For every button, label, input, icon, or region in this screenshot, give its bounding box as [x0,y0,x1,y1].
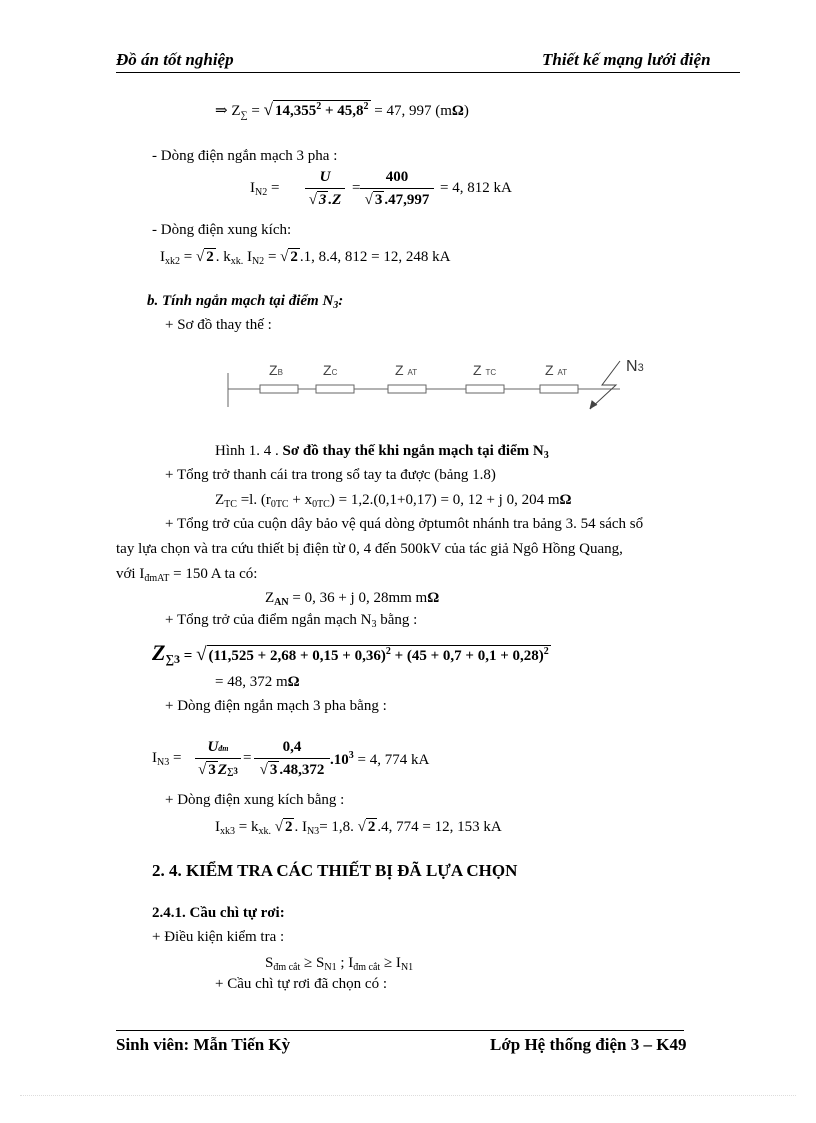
diagram-label-ztc: Z TC [473,362,497,378]
footer-rule [116,1030,684,1031]
paragraph-equivalent-diagram: + Sơ đồ thay thế : [165,317,272,333]
diagram-label-zc: ZC [323,362,338,378]
section-2-4-1-heading: 2.4.1. Cầu chì tự rơi: [152,905,285,921]
diagram-label-zat1: Z AT [395,362,418,378]
section-2-4-heading: 2. 4. KIỂM TRA CÁC THIẾT BỊ ĐÃ LỰA CHỌN [152,861,518,880]
equation-check-condition: $S_{đm cắt} \ge S_{N1}$ ; $I_{đm cắt} \ge I_{N1}$ [265,955,414,973]
equation-in2-fraction-2: 400 √ 3 .47,997 [360,169,434,209]
paragraph-coil-impedance-line-1: + Tổng trở của cuộn dây bảo vệ quá dòng ởptumôt nhánh tra bảng 3. 54 sách sổ [165,516,644,532]
footer-right: Lớp Hệ thống điện 3 – K49 [490,1035,687,1054]
equation-in2-result: = 4, 812 kA [440,180,512,196]
equation-ixk3: $I_{xk3} = k_{xk.}$ √ 2 . $I_{N3}= 1,8$. √ 2 .4, 774 = 12, 153 kA [215,819,502,837]
equation-ztc: $Z_{TC} =l$. $(r_{0TC} + x_{0TC}) = 1,2.(0,1+0,17) = 0$, 12 + j 0, 204 mΩ [215,492,572,510]
paragraph-check-condition: + Điều kiện kiểm tra : [152,929,285,945]
equation-in3-fraction-1: Uđm √ 3 Z∑3 [195,739,241,779]
figure-caption: Hình 1. 4 . Sơ đồ thay thế khi ngắn mạch tại điểm $N_3$ [215,443,549,461]
equation-in2-lhs: $I_{N2}$ = [250,180,280,198]
diagram-label-n3: N3 [626,358,644,375]
section-b-heading: b. Tính ngắn mạch tại điểm $N_3$: [147,293,344,311]
equivalent-circuit-diagram [220,355,660,415]
header-left: Đồ án tốt nghiệp [116,50,234,69]
paragraph-total-impedance-n3: + Tổng trở của điểm ngắn mạch $N_3$ bằng : [165,612,418,630]
header-rule [116,72,740,73]
equation-ixk2: $I_{xk2}$ = √ 2 . $k_{xk.}$ $I_{N2}$ = √ 2 .1, 8.4, 812 = 12, 248 kA [160,249,451,267]
page-bottom-dotted-line [20,1095,796,1096]
paragraph-coil-impedance-line-3: với $I_{đmAT} = 150$ A ta có: [116,566,258,584]
equation-in3-lhs: $I_{N3}$ = [152,750,182,768]
equation-in3-fraction-2: 0,4 √ 3 .48,372 [254,739,330,779]
paragraph-coil-impedance-line-2: tay lựa chọn và tra cứu thiết bị điện từ 0, 4 đến 500kV của tác giả Ngô Hồng Quang, [116,541,623,557]
paragraph-busbar-impedance: + Tổng trở thanh cái tra trong sổ tay ta được (bảng 1.8) [165,467,496,483]
paragraph-short-circuit-3-phase: - Dòng điện ngắn mạch 3 pha : [152,148,338,164]
paragraph-impulse-current-n3: + Dòng điện xung kích bằng : [165,792,345,808]
header-right: Thiết kế mạng lưới điện [542,50,711,69]
paragraph-selected-fuse: + Cầu chì tự rơi đã chọn có : [215,976,387,992]
diagram-label-zb: ZB [269,362,283,378]
equation-in2-eq2: = [352,180,361,196]
equation-zs3: $Z_{\sum 3}$ = √ $(11,525 + 2,68 + 0,15 + 0,36)^2 + (45 + 0,7 + 0,1 + 0,28)^2$ [152,640,549,666]
equation-in3-eq2: = [243,750,252,766]
equation-zan: $Z_{AN} = 0$, 36 + j 0, 28mm mΩ [265,590,440,608]
equation-in2-fraction-1: U √ 3 .Z [305,169,345,209]
equation-z-sum: ⇒ $Z_\sum$ = √ $14,355^2 + 45,8^2 = 47$, 997 (mΩ) [215,100,469,121]
footer-left: Sinh viên: Mẫn Tiến Kỳ [116,1035,291,1054]
paragraph-impulse-current: - Dòng điện xung kích: [152,222,292,238]
equation-zs3-result: = 48, 372 mΩ [215,674,300,690]
paragraph-short-circuit-3-phase-n3: + Dòng điện ngắn mạch 3 pha bằng : [165,698,387,714]
diagram-label-zat2: Z AT [545,362,568,378]
equation-in3-result: $.10^3 = 4$, 774 kA [330,750,430,768]
